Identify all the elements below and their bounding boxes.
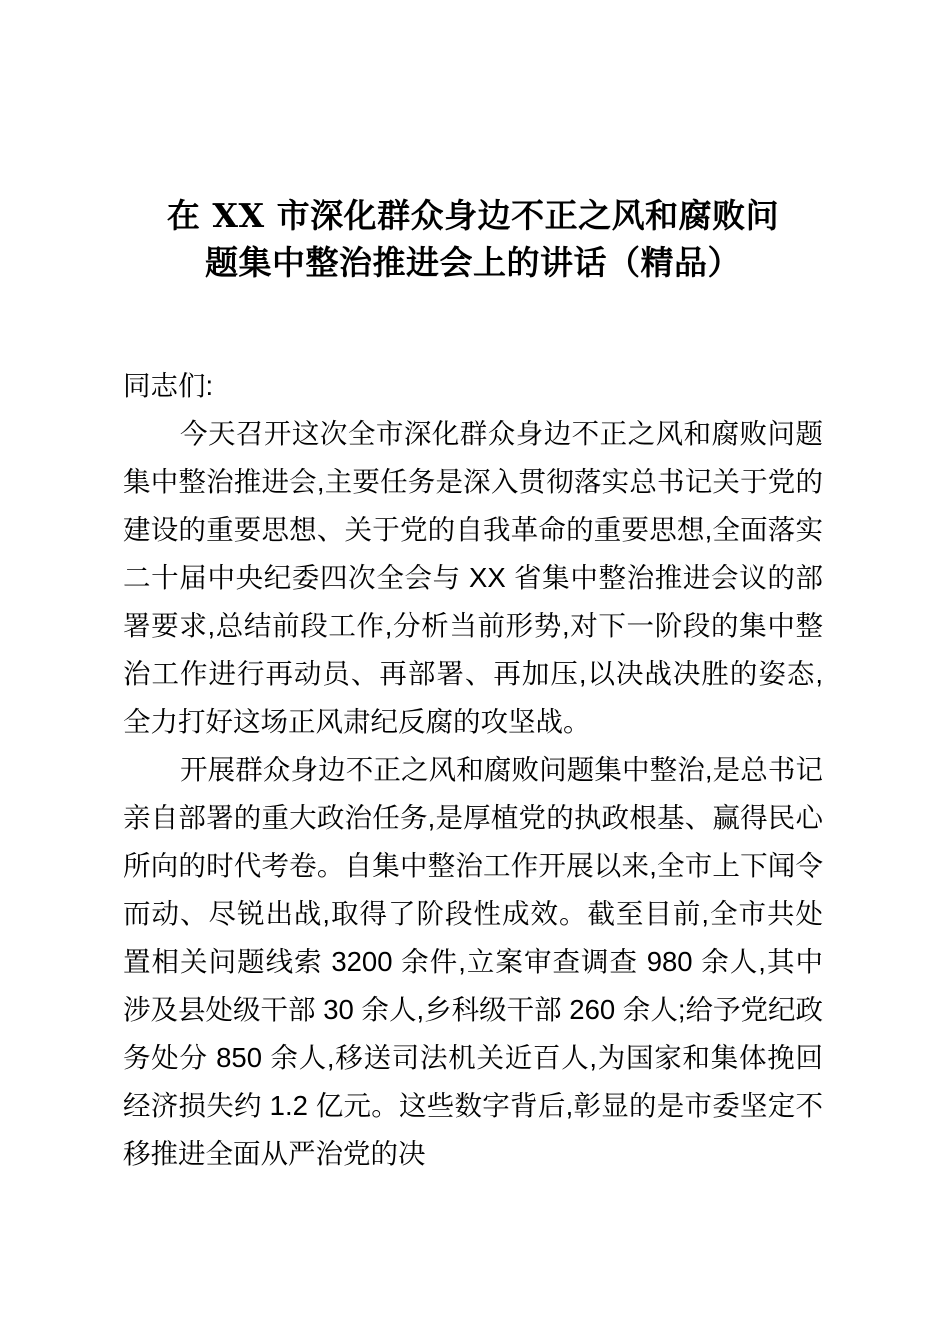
- title-line-1: 在 XX 市深化群众身边不正之风和腐败问: [166, 196, 780, 235]
- title-line-2: 题集中整治推进会上的讲话（精品）: [205, 243, 741, 282]
- page-title: [123, 192, 823, 286]
- salutation: 同志们:: [123, 370, 214, 401]
- body-paragraph-2: 开展群众身边不正之风和腐败问题集中整治,是总书记亲自部署的重大政治任务,是厚植党的执政根基、赢得民心所向的时代考卷。自集中整治工作开展以来,全市上下闻令而动、尽锐出战,取得了阶段性成效。截至目前,全市共处置相关问题线索 3200 余件,立案审查调查 980 余人,其中涉及县处级干部 30 余人,乡科级干部 260 余人;给予党纪政务处分 850 余人,移送司法机关近百人,为国家和集体挽回经济损失约 1.2 亿元。这些数字背后,彰显的是市委坚定不移推进全面从严治党的决: [123, 754, 823, 1169]
- body-paragraph-1: 今天召开这次全市深化群众身边不正之风和腐败问题集中整治推进会,主要任务是深入贯彻落实总书记关于党的建设的重要思想、关于党的自我革命的重要思想,全面落实二十届中央纪委四次全会与 XX 省集中整治推进会议的部署要求,总结前段工作,分析当前形势,对下一阶段的集中整治工作进行再动员、再部署、再加压,以决战决胜的姿态,全力打好这场正风肃纪反腐的攻坚战。: [123, 418, 823, 737]
- document-body: [123, 362, 823, 1178]
